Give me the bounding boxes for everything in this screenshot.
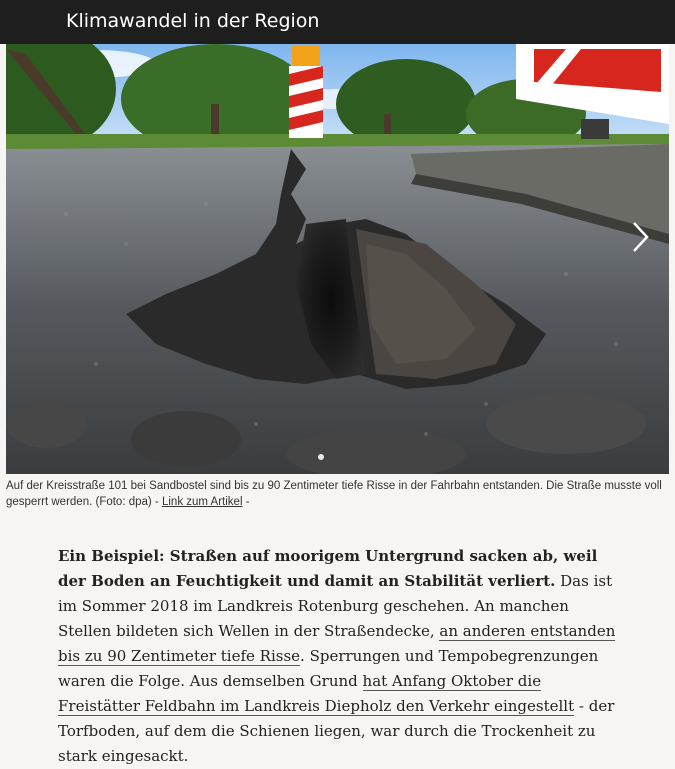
image-caption [6,478,670,510]
page-title: Klimawandel in der Region [66,10,320,32]
gallery-image [6,44,669,474]
caption-suffix: - [242,496,250,508]
paragraph-text-3: - der Torfboden, auf dem die Schienen liegen, war durch die Trockenheit zu stark eingesackt. [58,697,615,765]
caption-link[interactable]: Link zum Artikel [161,496,243,508]
top-bar [0,0,675,44]
gallery-next-button[interactable] [627,220,653,254]
article-link-feldbahn[interactable]: hat Anfang Oktober die Freistätter Feldbahn im Landkreis Diepholz den Verkehr eingestellt [58,672,575,715]
chevron-right-icon [627,220,653,254]
article-paragraph [58,544,618,769]
paragraph-text-2: . Sperrungen und Tempobegrenzungen waren die Folge. Aus demselben Grund [58,647,599,690]
caption-text: Auf der Kreisstraße 101 bei Sandbostel sind bis zu 90 Zentimeter tiefe Risse in der Fahrbahn entstanden. Die Straße musste voll gesperrt werden. (Foto: dpa) - [6,480,662,508]
paragraph-text-1: Das ist im Sommer 2018 im Landkreis Rotenburg geschehen. An manchen Stellen bildeten sich Wellen in der Straßendecke, [58,572,613,640]
article-link-risse[interactable]: an anderen entstanden bis zu 90 Zentimeter tiefe Risse [58,622,616,665]
gallery-pagination-dot[interactable] [318,454,324,460]
lead-sentence: Ein Beispiel: Straßen auf moorigem Untergrund sacken ab, weil der Boden an Feuchtigkeit und damit an Stabilität verliert. [58,547,598,590]
